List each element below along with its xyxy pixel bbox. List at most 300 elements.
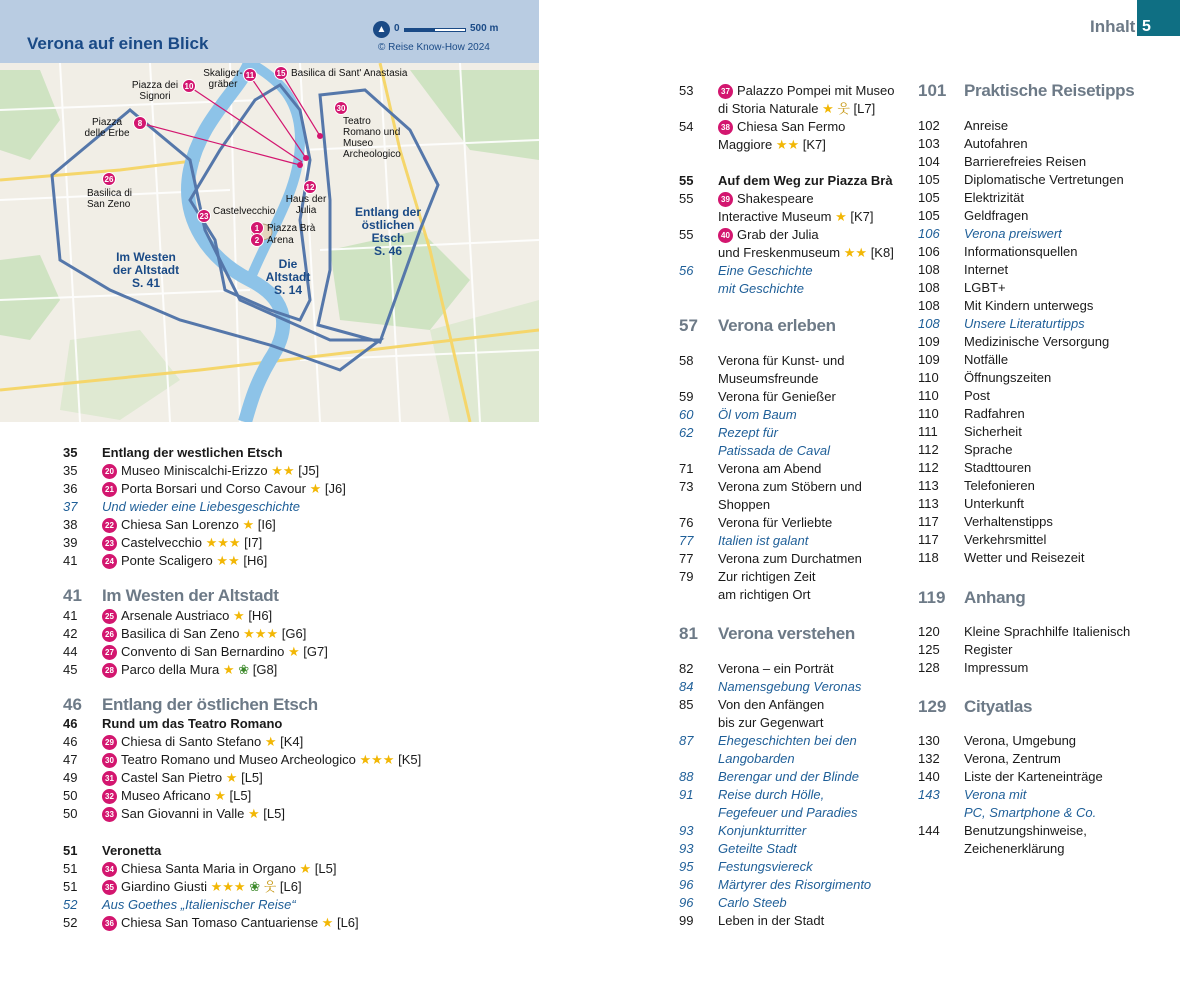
- entry-label: Chiesa San Tomaso Cantuariense: [121, 915, 319, 930]
- entry-label: Register: [964, 642, 1013, 657]
- poi-number-badge: 28: [102, 663, 117, 678]
- page-ref: 76: [679, 515, 694, 530]
- page-ref: 47: [63, 752, 78, 767]
- entry-label: Von den Anfängen: [718, 697, 825, 712]
- poi-number-badge: 23: [102, 536, 117, 551]
- entry-label: Verona verstehen: [718, 624, 855, 643]
- star-rating-icon: ★★★: [205, 535, 241, 550]
- page-ref: 51: [63, 843, 78, 858]
- district-east: Entlang der östlichen Etsch S. 46: [354, 205, 421, 258]
- entry-label: di Storia Naturale: [718, 101, 819, 116]
- scale-end: 500 m: [470, 23, 499, 34]
- page-ref: 50: [63, 788, 78, 803]
- star-rating-icon: ★★: [775, 137, 800, 152]
- entry-text: [964, 549, 1084, 567]
- page-ref: 46: [63, 716, 78, 731]
- page-ref: 82: [679, 661, 694, 676]
- poi-number-badge: 20: [102, 464, 117, 479]
- page-ref: 91: [679, 787, 694, 802]
- page-ref: 144: [918, 823, 940, 838]
- entry-text: [964, 586, 1025, 610]
- entry-text: [964, 441, 1012, 459]
- star-rating-icon: ★★: [216, 553, 240, 568]
- entry-text: [964, 459, 1031, 477]
- entry-text: [718, 822, 806, 840]
- entry-label: Entlang der westlichen Etsch: [102, 445, 283, 460]
- entry-text: [718, 532, 808, 550]
- entry-text: [964, 243, 1077, 261]
- entry-label: Im Westen der Altstadt: [102, 586, 279, 605]
- page-ref: 59: [679, 389, 694, 404]
- entry-text: [102, 769, 263, 787]
- entry-label: Convento di San Bernardino: [121, 644, 285, 659]
- map-label: Basilica di Sant' Anastasia: [291, 68, 408, 79]
- page-ref: 56: [679, 263, 694, 278]
- page-ref: 58: [679, 353, 694, 368]
- map-grid-ref: [L6]: [279, 879, 302, 894]
- entry-text: [102, 462, 319, 480]
- district-altstadt: Die Altstadt S. 14: [265, 257, 311, 297]
- entry-label: Post: [964, 388, 991, 403]
- map-grid-ref: [J5]: [298, 463, 320, 478]
- entry-text: [102, 842, 161, 860]
- map-grid-ref: [L5]: [263, 806, 285, 821]
- page-ref: 38: [63, 517, 78, 532]
- page-ref: 125: [918, 642, 940, 657]
- entry-text: [718, 100, 875, 118]
- entry-label: Verona für Kunst- und: [718, 353, 845, 368]
- page-ref: 39: [63, 535, 78, 550]
- page-ref: 84: [679, 679, 694, 694]
- page-ref: 46: [63, 695, 82, 714]
- kids-icon: 웃: [263, 879, 277, 894]
- entry-text: [718, 678, 861, 696]
- page-ref: 118: [918, 550, 939, 565]
- page-ref: 35: [63, 445, 78, 460]
- page-ref: 77: [679, 533, 694, 548]
- page-ref: 71: [679, 461, 694, 476]
- entry-label: Fegefeuer und Paradies: [718, 805, 858, 820]
- entry-label: Internet: [964, 262, 1009, 277]
- map-grid-ref: [G7]: [303, 644, 328, 659]
- map-label: Piazza Brà: [267, 223, 316, 234]
- entry-label: Radfahren: [964, 406, 1025, 421]
- entry-label: PC, Smartphone & Co.: [964, 805, 1097, 820]
- page-ref: 57: [679, 316, 698, 335]
- entry-text: [964, 423, 1022, 441]
- entry-text: [102, 498, 300, 516]
- entry-text: [718, 696, 824, 714]
- entry-label: Teatro Romano und Museo Archeologico: [121, 752, 356, 767]
- entry-text: [102, 607, 272, 625]
- entry-text: [102, 860, 336, 878]
- entry-text: [964, 79, 1134, 103]
- entry-text: [718, 478, 862, 496]
- entry-text: [102, 693, 318, 717]
- entry-label: Verona – ein Porträt: [718, 661, 834, 676]
- poi-number-badge: 26: [102, 627, 117, 642]
- entry-text: [964, 225, 1062, 243]
- entry-text: [718, 208, 873, 226]
- entry-text: [718, 280, 804, 298]
- star-rating-icon: ★: [242, 517, 255, 532]
- map-label: Teatro Romano und Museo Archeologico: [343, 116, 401, 160]
- entry-label: Verona zum Durchatmen: [718, 551, 862, 566]
- page-ref: 51: [63, 879, 78, 894]
- entry-text: [964, 750, 1061, 768]
- star-rating-icon: ★: [287, 644, 300, 659]
- star-rating-icon: ★: [225, 770, 238, 785]
- overview-map: [0, 0, 539, 422]
- kids-icon: 웃: [837, 101, 850, 116]
- map-grid-ref: [G6]: [281, 626, 307, 641]
- page-ref: 99: [679, 913, 694, 928]
- page-ref: 95: [679, 859, 694, 874]
- entry-text: [964, 623, 1130, 641]
- entry-text: [718, 660, 834, 678]
- page-ref: 55: [679, 173, 694, 188]
- entry-text: [102, 715, 282, 733]
- entry-label: Arsenale Austriaco: [121, 608, 230, 623]
- entry-label: Liste der Karteneinträge: [964, 769, 1103, 784]
- entry-label: Chiesa San Lorenzo: [121, 517, 239, 532]
- map-grid-ref: [H6]: [243, 553, 268, 568]
- entry-text: [964, 279, 1006, 297]
- entry-label: Informationsquellen: [964, 244, 1078, 259]
- entry-label: Basilica di San Zeno: [121, 626, 240, 641]
- entry-text: [718, 496, 770, 514]
- map-marker: 12: [303, 180, 317, 194]
- entry-label: mit Geschichte: [718, 281, 804, 296]
- entry-label: Geteilte Stadt: [718, 841, 797, 856]
- entry-text: [718, 894, 787, 912]
- entry-label: Unsere Literaturtipps: [964, 316, 1085, 331]
- entry-text: [718, 622, 855, 646]
- page-ref: 52: [63, 915, 78, 930]
- entry-label: Verona mit: [964, 787, 1027, 802]
- page-ref: 73: [679, 479, 694, 494]
- map-header: [0, 0, 539, 63]
- page-ref: 108: [918, 316, 940, 331]
- entry-label: Elektrizität: [964, 190, 1024, 205]
- entry-text: [964, 387, 990, 405]
- entry-text: [718, 876, 871, 894]
- entry-label: San Giovanni in Valle: [121, 806, 245, 821]
- entry-text: [718, 714, 824, 732]
- entry-label: Geldfragen: [964, 208, 1029, 223]
- map-marker: 8: [133, 116, 147, 130]
- entry-text: [102, 444, 283, 462]
- poi-number-badge: 27: [102, 645, 117, 660]
- entry-label: am richtigen Ort: [718, 587, 811, 602]
- page-ref: 79: [679, 569, 694, 584]
- page-ref: 105: [918, 172, 940, 187]
- page-ref: 103: [918, 136, 940, 151]
- page-ref: 129: [918, 697, 947, 716]
- entry-label: Museo Africano: [121, 788, 211, 803]
- page-ref: 112: [918, 442, 939, 457]
- garden-icon: ❀: [249, 879, 261, 894]
- star-rating-icon: ★: [233, 608, 245, 623]
- star-rating-icon: ★: [214, 788, 226, 803]
- page-ref: 46: [63, 734, 78, 749]
- entry-text: [718, 568, 816, 586]
- entry-text: [102, 584, 279, 608]
- entry-text: [102, 516, 276, 534]
- entry-label: Verona, Umgebung: [964, 733, 1077, 748]
- poi-number-badge: 22: [102, 518, 117, 533]
- entry-label: Parco della Mura: [121, 662, 220, 677]
- poi-number-badge: 21: [102, 482, 117, 497]
- entry-text: [102, 914, 359, 932]
- entry-text: [964, 513, 1053, 531]
- entry-label: Sprache: [964, 442, 1013, 457]
- entry-label: Verkehrsmittel: [964, 532, 1047, 547]
- map-marker: 2: [250, 233, 264, 247]
- entry-text: [718, 352, 844, 370]
- star-rating-icon: ★: [321, 915, 334, 930]
- poi-number-badge: 29: [102, 735, 117, 750]
- page-ref: 36: [63, 481, 78, 496]
- entry-label: Palazzo Pompei mit Museo: [737, 83, 895, 98]
- page-ref: 41: [63, 553, 78, 568]
- entry-text: [964, 732, 1076, 750]
- entry-text: [964, 207, 1028, 225]
- page-ref: 117: [918, 514, 939, 529]
- entry-label: Italien ist galant: [718, 533, 809, 548]
- page-ref: 105: [918, 190, 940, 205]
- entry-label: Öffnungszeiten: [964, 370, 1052, 385]
- entry-label: LGBT+: [964, 280, 1006, 295]
- entry-label: Medizinische Versorgung: [964, 334, 1110, 349]
- entry-text: [964, 333, 1109, 351]
- entry-label: Anhang: [964, 588, 1026, 607]
- entry-label: Konjunkturritter: [718, 823, 807, 838]
- entry-label: Autofahren: [964, 136, 1028, 151]
- page-ref: 132: [918, 751, 940, 766]
- map-label: Haus der Julia: [285, 194, 327, 216]
- entry-text: [718, 314, 836, 338]
- entry-label: Verona zum Stöbern und: [718, 479, 862, 494]
- entry-label: Verona erleben: [718, 316, 836, 335]
- map-grid-ref: [K8]: [870, 245, 894, 260]
- entry-label: Giardino Giusti: [121, 879, 207, 894]
- entry-text: [964, 117, 1008, 135]
- map-grid-ref: [L5]: [229, 788, 252, 803]
- page-ref: 110: [918, 370, 939, 385]
- entry-label: Diplomatische Vertretungen: [964, 172, 1124, 187]
- entry-text: [964, 641, 1012, 659]
- entry-text: [718, 460, 821, 478]
- entry-label: Shakespeare: [737, 191, 814, 206]
- entry-label: Entlang der östlichen Etsch: [102, 695, 318, 714]
- entry-text: [718, 190, 814, 208]
- entry-label: Ehegeschichten bei den: [718, 733, 857, 748]
- entry-text: [718, 858, 813, 876]
- star-rating-icon: ★: [299, 861, 312, 876]
- star-rating-icon: ★: [264, 734, 277, 749]
- poi-number-badge: 39: [718, 192, 733, 207]
- section-title: Inhalt: [1090, 17, 1136, 36]
- entry-label: Barrierefreies Reisen: [964, 154, 1087, 169]
- entry-label: Kleine Sprachhilfe Italienisch: [964, 624, 1131, 639]
- entry-text: [718, 912, 824, 930]
- page-ref: 120: [918, 624, 940, 639]
- entry-label: und Freskenmuseum: [718, 245, 841, 260]
- entry-text: [102, 643, 328, 661]
- entry-text: [102, 805, 285, 823]
- entry-label: Verona, Zentrum: [964, 751, 1061, 766]
- map-label: Piazza delle Erbe: [84, 117, 130, 139]
- entry-text: [102, 878, 302, 896]
- entry-label: Sicherheit: [964, 424, 1022, 439]
- entry-text: [718, 82, 895, 100]
- entry-label: Interactive Museum: [718, 209, 832, 224]
- page-ref: 96: [679, 877, 694, 892]
- page-ref: 88: [679, 769, 694, 784]
- poi-number-badge: 25: [102, 609, 117, 624]
- entry-label: Carlo Steeb: [718, 895, 787, 910]
- entry-text: [964, 786, 1026, 804]
- page-ref: 42: [63, 626, 78, 641]
- north-arrow-icon: ▲: [373, 21, 390, 38]
- entry-text: [102, 787, 251, 805]
- page-ref: 101: [918, 81, 947, 100]
- entry-label: Langobarden: [718, 751, 795, 766]
- entry-text: [964, 297, 1093, 315]
- star-rating-icon: ★: [835, 209, 847, 224]
- star-rating-icon: ★★: [271, 463, 295, 478]
- map-label: Piazza dei Signori: [131, 80, 179, 102]
- entry-label: Verona für Verliebte: [718, 515, 833, 530]
- star-rating-icon: ★: [247, 806, 260, 821]
- entry-text: [102, 480, 346, 498]
- entry-text: [718, 262, 813, 280]
- page-ref: 106: [918, 226, 940, 241]
- map-grid-ref: [K7]: [802, 137, 826, 152]
- page-ref: 109: [918, 334, 940, 349]
- page-ref: 128: [918, 660, 940, 675]
- entry-label: Chiesa Santa Maria in Organo: [121, 861, 296, 876]
- page-ref: 102: [918, 118, 940, 133]
- map-marker: 10: [182, 79, 196, 93]
- entry-label: Benutzungshinweise,: [964, 823, 1087, 838]
- map-marker: 23: [197, 209, 211, 223]
- entry-label: Leben in der Stadt: [718, 913, 825, 928]
- scale-start: 0: [394, 23, 400, 34]
- entry-text: [718, 442, 830, 460]
- page-ref: 60: [679, 407, 694, 422]
- entry-label: Wetter und Reisezeit: [964, 550, 1085, 565]
- page-ref: 53: [679, 83, 694, 98]
- entry-label: Castel San Pietro: [121, 770, 223, 785]
- page-ref: 143: [918, 787, 940, 802]
- page-ref: 54: [679, 119, 694, 134]
- page-ref: 50: [63, 806, 78, 821]
- entry-label: Grab der Julia: [737, 227, 819, 242]
- entry-text: [718, 732, 857, 750]
- page-ref: 140: [918, 769, 940, 784]
- page-ref: 110: [918, 406, 939, 421]
- page-ref: 105: [918, 208, 940, 223]
- entry-label: Telefonieren: [964, 478, 1035, 493]
- entry-text: [102, 625, 306, 643]
- entry-text: [964, 315, 1085, 333]
- page-ref: 108: [918, 298, 940, 313]
- page-ref: 62: [679, 425, 694, 440]
- entry-label: Verona am Abend: [718, 461, 822, 476]
- page-ref: 77: [679, 551, 694, 566]
- map-label: Arena: [267, 235, 294, 246]
- map-grid-ref: [L5]: [241, 770, 263, 785]
- poi-number-badge: 31: [102, 771, 117, 786]
- entry-label: Verona preiswert: [964, 226, 1062, 241]
- entry-text: [964, 153, 1086, 171]
- entry-label: Praktische Reisetipps: [964, 81, 1135, 100]
- entry-text: [102, 733, 303, 751]
- entry-label: Festungsviereck: [718, 859, 813, 874]
- star-rating-icon: ★: [222, 662, 235, 677]
- entry-label: Aus Goethes „Italienischer Reise“: [102, 897, 296, 912]
- page-ref: 55: [679, 191, 694, 206]
- entry-text: [718, 388, 836, 406]
- district-west: Im Westen der Altstadt S. 41: [112, 250, 180, 290]
- map-grid-ref: [J6]: [324, 481, 346, 496]
- entry-label: Reise durch Hölle,: [718, 787, 825, 802]
- entry-text: [718, 136, 826, 154]
- entry-text: [102, 552, 267, 570]
- page-ref: 109: [918, 352, 940, 367]
- entry-text: [718, 750, 795, 768]
- map-marker: 1: [250, 221, 264, 235]
- poi-number-badge: 37: [718, 84, 733, 99]
- page-ref: 51: [63, 861, 78, 876]
- poi-number-badge: 30: [102, 753, 117, 768]
- page-ref: 119: [918, 588, 946, 607]
- entry-label: Veronetta: [102, 843, 162, 858]
- page-ref: 106: [918, 244, 940, 259]
- entry-text: [718, 226, 819, 244]
- entry-text: [964, 369, 1051, 387]
- page-ref: 93: [679, 823, 694, 838]
- entry-label: Castelvecchio: [121, 535, 202, 550]
- map-marker: 15: [274, 66, 288, 80]
- entry-text: [102, 661, 277, 679]
- page-ref: 93: [679, 841, 694, 856]
- entry-text: [718, 840, 797, 858]
- entry-label: Verona für Genießer: [718, 389, 836, 404]
- star-rating-icon: ★★★: [359, 752, 395, 767]
- entry-text: [964, 495, 1024, 513]
- page-ref: 87: [679, 733, 694, 748]
- entry-text: [964, 768, 1103, 786]
- map-grid-ref: [H6]: [248, 608, 273, 623]
- poi-number-badge: 36: [102, 916, 117, 931]
- entry-text: [718, 768, 859, 786]
- map-grid-ref: [K4]: [280, 734, 304, 749]
- entry-text: [102, 751, 421, 769]
- entry-label: Anreise: [964, 118, 1009, 133]
- entry-label: Auf dem Weg zur Piazza Brà: [718, 173, 893, 188]
- entry-label: Chiesa San Fermo: [737, 119, 846, 134]
- entry-label: Chiesa di Santo Stefano: [121, 734, 262, 749]
- entry-label: Zeichenerklärung: [964, 841, 1065, 856]
- map-grid-ref: [I6]: [257, 517, 276, 532]
- entry-label: Namensgebung Veronas: [718, 679, 862, 694]
- entry-text: [718, 586, 810, 604]
- map-grid-ref: [L5]: [314, 861, 337, 876]
- entry-text: [964, 840, 1064, 858]
